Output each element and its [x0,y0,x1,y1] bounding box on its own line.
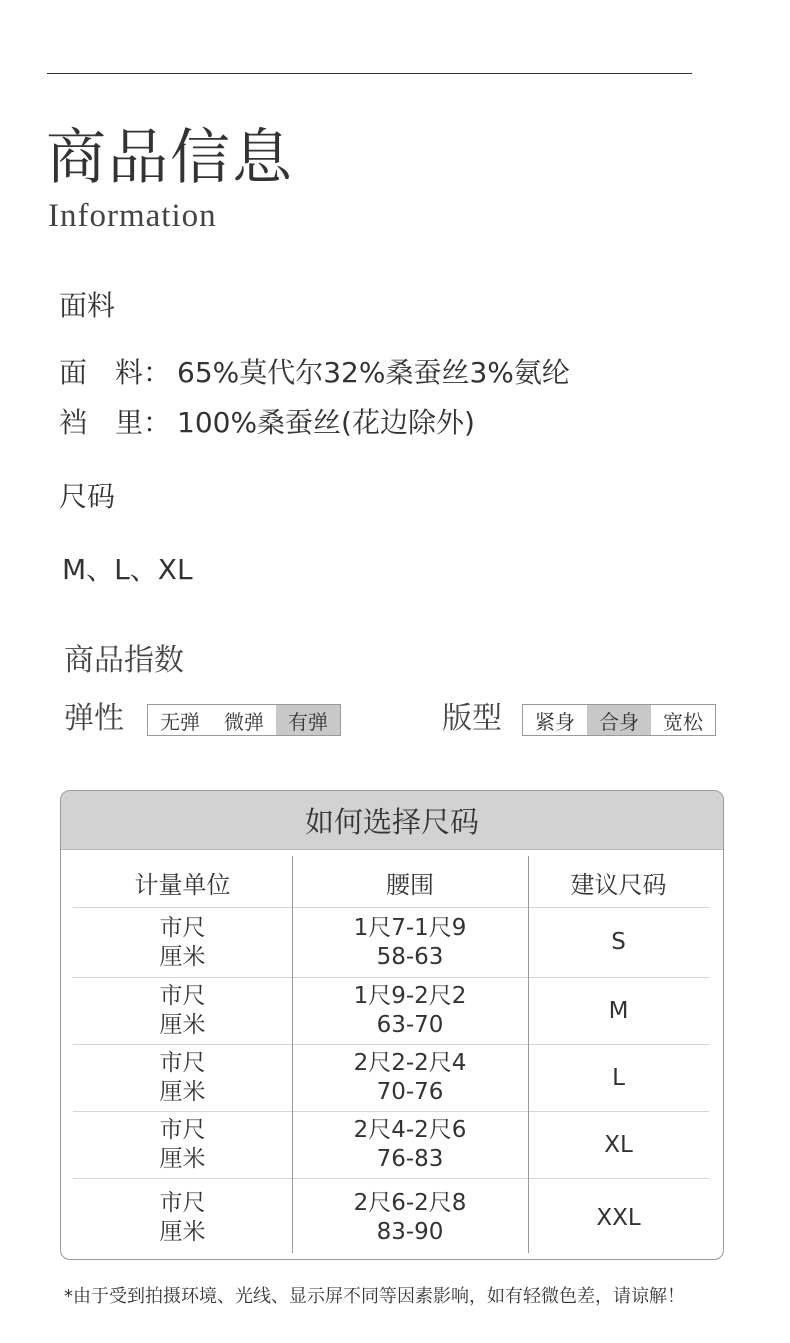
size-cell [528,1112,709,1178]
column-divider [528,856,529,1253]
waist-cell [292,1112,528,1178]
waist-cm: 63-70 [376,1012,444,1038]
unit-shichi: 市尺 [159,1050,206,1076]
fabric-main-label: 面 料： [59,356,172,389]
waist-shichi: 1尺7-1尺9 [353,914,467,941]
size-value: XL [604,1131,633,1158]
size-cell [528,978,709,1044]
size-cell [528,1045,709,1111]
unit-shichi: 市尺 [159,983,206,1009]
table-header-row [73,857,709,908]
fabric-heading: 面料 [59,289,116,322]
table-row [73,978,709,1045]
elasticity-scale [147,704,341,736]
waist-shichi: 1尺9-2尺2 [353,983,467,1009]
page-subtitle: Information [48,198,217,234]
size-guide-grid [73,857,709,1257]
fabric-lining-value: 100%桑蚕丝(花边除外) [177,406,475,439]
unit-cm: 厘米 [159,1012,206,1038]
waist-cm: 83-90 [376,1219,444,1245]
fit-option: 宽松 [663,709,703,734]
table-row [73,1179,709,1257]
unit-shichi: 市尺 [159,1117,206,1143]
unit-cell [73,908,292,977]
unit-cell [73,1112,292,1178]
unit-cm: 厘米 [159,1079,206,1105]
unit-shichi: 市尺 [159,914,206,941]
size-cell [528,908,709,977]
waist-shichi: 2尺6-2尺8 [353,1190,467,1216]
waist-cell [292,1179,528,1257]
fit-scale [522,704,716,736]
size-value: XXL [596,1204,641,1231]
waist-cm: 58-63 [376,943,444,970]
fabric-line-lining [59,405,475,441]
fabric-line-main [59,355,570,391]
column-header-unit: 计量单位 [134,870,231,899]
size-values: M、L、XL [62,553,193,586]
table-row [73,1112,709,1179]
unit-shichi: 市尺 [159,1190,206,1216]
elasticity-label: 弹性 [64,701,124,736]
fit-label: 版型 [442,701,502,736]
waist-cell [292,978,528,1044]
waist-shichi: 2尺2-2尺4 [353,1050,467,1076]
top-divider [47,73,692,74]
column-header-size: 建议尺码 [570,870,667,899]
unit-cm: 厘米 [159,1146,206,1172]
waist-cm: 76-83 [376,1146,444,1172]
column-divider [292,856,293,1253]
page-title: 商品信息 [46,123,294,193]
waist-cell [292,908,528,977]
unit-cell [73,1179,292,1257]
elasticity-option-selected: 有弹 [276,705,340,735]
unit-cm: 厘米 [159,1219,206,1245]
fit-option-selected: 合身 [587,705,651,735]
size-guide-title: 如何选择尺码 [61,791,723,850]
color-disclaimer: *由于受到拍摄环境、光线、显示屏不同等因素影响，如有轻微色差，请谅解！ [64,1286,685,1307]
elasticity-option: 微弹 [224,709,264,734]
table-row [73,1045,709,1112]
fit-option: 紧身 [535,709,575,734]
fabric-lining-label: 裆 里： [59,406,172,439]
waist-shichi: 2尺4-2尺6 [353,1117,467,1143]
size-cell [528,1179,709,1257]
fabric-main-value: 65%莫代尔32%桑蚕丝3%氨纶 [177,356,570,389]
index-heading: 商品指数 [64,643,184,678]
elasticity-option: 无弹 [160,709,200,734]
unit-cm: 厘米 [159,943,206,970]
size-guide-table [60,790,724,1260]
waist-cell [292,1045,528,1111]
size-value: S [611,929,626,955]
size-heading: 尺码 [59,480,116,513]
waist-cm: 70-76 [376,1079,444,1105]
column-header-waist: 腰围 [386,870,434,899]
unit-cell [73,1045,292,1111]
size-value: L [612,1064,625,1091]
size-value: M [608,997,629,1024]
unit-cell [73,978,292,1044]
table-row [73,908,709,978]
